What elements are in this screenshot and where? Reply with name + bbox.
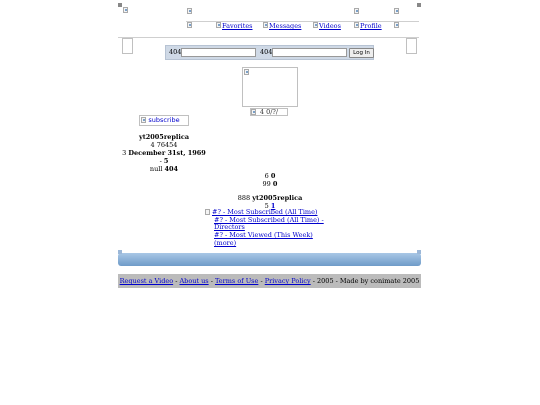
profile-line-5-value: 404 [164, 165, 179, 173]
profile-line-4-prefix: - [159, 157, 164, 165]
subscribe-icon [141, 117, 146, 123]
favorites-icon [216, 22, 221, 28]
nav-item-profile[interactable] [354, 22, 394, 32]
left-side-image [122, 38, 133, 54]
video-caption-box [250, 108, 288, 116]
footer-separator: - [208, 277, 215, 285]
header-spacer-image [187, 22, 192, 28]
stats-block [240, 172, 300, 188]
username-input[interactable] [181, 48, 256, 57]
top-left-corner-marker [118, 3, 122, 7]
video-caption-icon [251, 109, 256, 115]
channel-username: yt2005replica [252, 194, 303, 202]
password-input[interactable] [272, 48, 347, 57]
footer-link-about-us[interactable]: About us [179, 277, 209, 285]
stats-row-1-prefix: 6 [264, 172, 269, 180]
link-more[interactable]: (more) [214, 238, 237, 247]
channel-line-2-prefix: 5 [264, 202, 269, 210]
nav-favorites-link[interactable]: Favorites [222, 22, 253, 30]
nav-messages-link[interactable]: Messages [269, 22, 302, 30]
bottom-panel-corner-left [118, 250, 122, 254]
stats-row-2-prefix: 99 [262, 180, 271, 188]
messages-icon [263, 22, 268, 28]
bottom-panel-corner-right [417, 250, 421, 254]
footer-link-terms[interactable]: Terms of Use [214, 277, 259, 285]
video-player[interactable] [242, 67, 298, 107]
link-most-viewed[interactable]: #? - Most Viewed (This Week) [214, 231, 313, 240]
login-bar [165, 45, 374, 60]
footer-link-request-video[interactable]: Request a Video [119, 277, 174, 285]
video-caption: 4 0/?/ [259, 108, 279, 116]
username-label: 404 [169, 48, 182, 56]
subscribe-button[interactable] [139, 115, 189, 126]
profile-line-5-prefix: null [149, 165, 163, 173]
footer-separator: - [258, 277, 265, 285]
profile-username: yt2005replica [138, 133, 190, 141]
footer-trailing-text: - 2005 - Made by conimate 2005 [310, 277, 420, 285]
profile-line-3-prefix: 3 [122, 149, 127, 157]
header-image-right-3 [394, 22, 399, 28]
subscribe-label: subscribe [148, 116, 180, 124]
profile-line-4-value: 5 [163, 157, 169, 165]
login-button[interactable]: Log In [349, 48, 374, 58]
header-image-right-2 [394, 8, 399, 14]
header-divider-bottom [118, 37, 419, 38]
channel-prefix: 888 [237, 194, 251, 202]
header-banner-image [187, 8, 192, 14]
header-image-right-1 [354, 8, 359, 14]
nav-profile-link[interactable]: Profile [360, 22, 382, 30]
link-most-subscribed-directors[interactable]: #? - Most Subscribed (All Time) - Directors [214, 215, 324, 232]
nav-item-messages[interactable] [263, 22, 311, 32]
profile-icon [354, 22, 359, 28]
top-right-corner-marker [417, 3, 421, 7]
channel-links [205, 209, 355, 248]
right-side-image [406, 38, 417, 54]
logo-image [123, 7, 128, 13]
footer-link-privacy[interactable]: Privacy Policy [264, 277, 311, 285]
footer [118, 274, 421, 288]
nav-item-videos[interactable] [313, 22, 353, 32]
stats-row-1-value: 0 [270, 172, 276, 180]
videos-icon [313, 22, 318, 28]
stats-row-2-value: 0 [272, 180, 278, 188]
profile-info [119, 133, 209, 173]
link-most-subscribed[interactable]: #? - Most Subscribed (All Time) [212, 208, 318, 216]
ranking-icon [205, 209, 210, 215]
bottom-blue-panel [118, 253, 421, 266]
video-player-image [244, 69, 249, 75]
password-label: 404 [260, 48, 273, 56]
profile-line-2: 4 76454 [150, 141, 178, 149]
profile-joined-date: December 31st, 1969 [128, 149, 206, 157]
footer-separator: - [173, 277, 180, 285]
nav-item-favorites[interactable] [216, 22, 262, 32]
channel-line-2-link[interactable]: 1 [270, 202, 276, 210]
nav-videos-link[interactable]: Videos [319, 22, 341, 30]
